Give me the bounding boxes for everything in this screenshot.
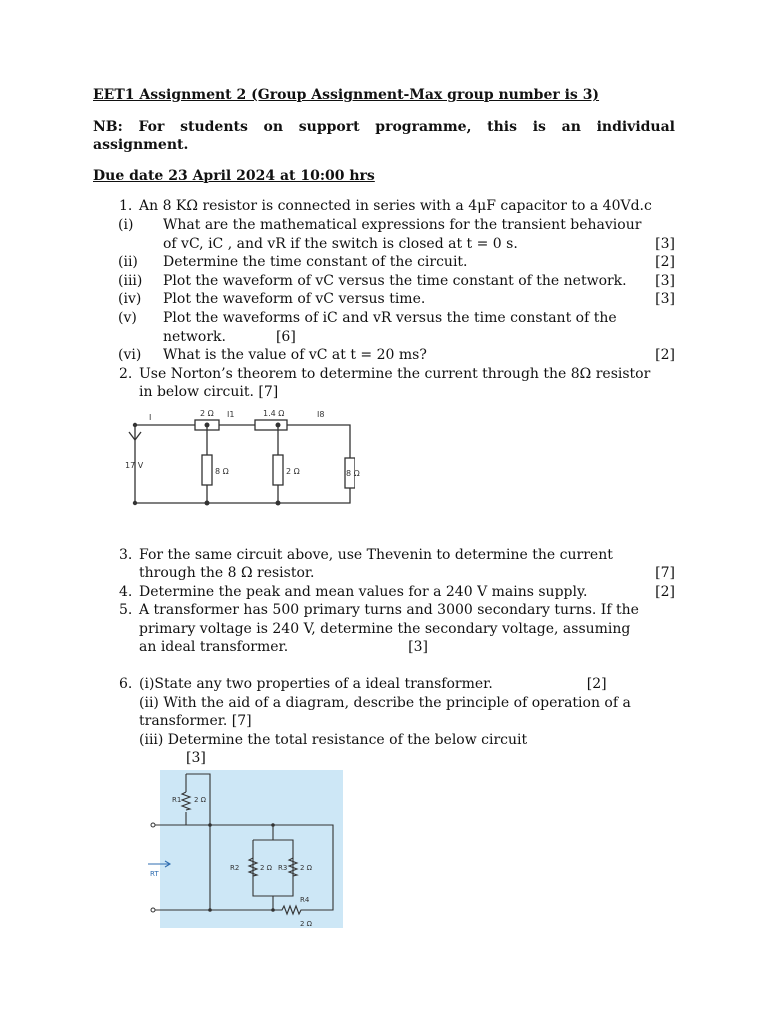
question-2: 2. Use Norton’s theorem to determine the current through the 8Ω resistor in below circuit. [7] — [119, 365, 651, 401]
svg-text:1.4 Ω: 1.4 Ω — [263, 409, 285, 418]
due-date: Due date 23 April 2024 at 10:00 hrs — [93, 167, 375, 184]
svg-text:R2: R2 — [230, 864, 240, 873]
svg-text:I8: I8 — [317, 409, 325, 419]
svg-text:2 Ω: 2 Ω — [300, 864, 313, 873]
q1-sub-vi: (vi) What is the value of vC at t = 20 ms? [2] — [118, 347, 675, 364]
q1-sub-iii: (iii) Plot the waveform of vC versus the time constant of the network. [3] — [118, 272, 675, 289]
svg-text:2 Ω: 2 Ω — [300, 920, 313, 929]
question-number: 1. — [119, 198, 133, 215]
question-4: 4. Determine the peak and mean values for a 240 V mains supply. [2] — [119, 583, 675, 600]
svg-text:R3: R3 — [278, 864, 288, 873]
q1-sub-i: (i) What are the mathematical expressions for the transient behaviour of vC, iC , and vR if the switch is closed at t = 0 s. [3] — [118, 216, 675, 252]
svg-text:2 Ω: 2 Ω — [194, 796, 207, 805]
page-title: EET1 Assignment 2 (Group Assignment-Max group number is 3) — [93, 87, 600, 103]
svg-text:I: I — [149, 412, 152, 422]
svg-text:R1: R1 — [172, 796, 182, 805]
svg-text:17 V: 17 V — [125, 460, 144, 470]
r5-label: 8 Ω — [346, 469, 360, 478]
svg-text:RT: RT — [150, 870, 159, 879]
q1-sub-iv: (iv) Plot the waveform of vC versus time. [3] — [118, 291, 675, 308]
svg-text:2 Ω: 2 Ω — [286, 466, 300, 476]
question-text: An 8 KΩ resistor is connected in series with a 4μF capacitor to a 40Vd.c — [139, 198, 652, 215]
svg-text:2 Ω: 2 Ω — [260, 864, 273, 873]
assignment-page — [93, 86, 675, 934]
resistance-circuit-diagram — [148, 770, 438, 928]
norton-circuit-diagram — [125, 410, 355, 520]
q1-sub-v: (v) Plot the waveforms of iC and vR versus the time constant of the network. [6] — [118, 309, 617, 345]
svg-text:I1: I1 — [227, 409, 235, 419]
svg-text:R4: R4 — [300, 896, 310, 905]
question-1 — [93, 197, 675, 216]
question-3: 3. For the same circuit above, use Thevenin to determine the current through the 8 Ω resistor. [7] — [119, 546, 675, 582]
svg-text:8 Ω: 8 Ω — [215, 466, 229, 476]
question-6: 6. (i)State any two properties of a ideal transformer. [2] (ii) With the aid of a diagram, describe the principle of operation of a transformer. [7] (iii) Determine the total resistance of the below circuit [3] — [119, 676, 631, 767]
q1-sub-ii: (ii) Determine the time constant of the circuit. [2] — [118, 254, 675, 271]
question-5: 5. A transformer has 500 primary turns and 3000 secondary turns. If the primary voltage is 240 V, determine the secondary voltage, assuming an ideal transformer. [3] — [119, 602, 639, 656]
svg-text:2 Ω: 2 Ω — [200, 409, 214, 418]
nb-note: NB: For students on support programme, this is an individual assignment. — [93, 118, 675, 154]
